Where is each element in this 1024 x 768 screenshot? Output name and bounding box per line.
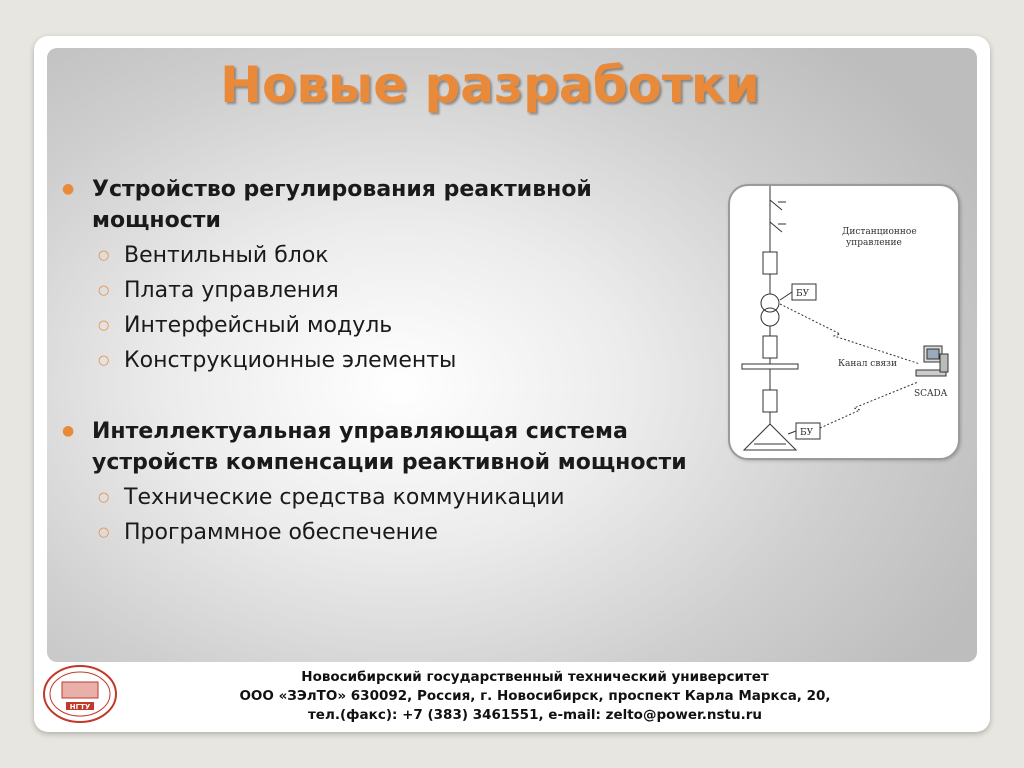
sub-item	[58, 480, 728, 515]
slide-title: Новые разработки	[220, 56, 760, 114]
sub-bullet-ring-icon: ○	[98, 318, 110, 333]
sub-item-label: Плата управления	[124, 278, 339, 303]
sub-bullet-ring-icon: ○	[98, 283, 110, 298]
sub-item	[58, 238, 728, 273]
footer-line-address: ООО «ЗЭлТО» 630092, Россия, г. Новосибирск, проспект Карла Маркса, 20,	[239, 688, 831, 704]
footer	[170, 668, 900, 725]
sub-bullet-ring-icon: ○	[98, 353, 110, 368]
sub-item-label: Интерфейсный модуль	[124, 313, 393, 338]
bullet-item	[58, 174, 728, 236]
sub-item-label: Конструкционные элементы	[124, 348, 457, 373]
sub-item	[58, 343, 728, 378]
sub-item	[58, 308, 728, 343]
sub-bullet-ring-icon: ○	[98, 248, 110, 263]
channel-label: Канал связи	[838, 359, 897, 369]
sub-bullet-ring-icon: ○	[98, 525, 110, 540]
footer-line-university: Новосибирский государственный технический университет	[301, 669, 769, 685]
sub-item-label: Программное обеспечение	[124, 520, 438, 545]
sub-item	[58, 273, 728, 308]
diagram-box	[728, 184, 960, 460]
bu-label: БУ	[800, 428, 814, 438]
bu-label: БУ	[796, 289, 810, 299]
university-logo	[42, 664, 118, 724]
scada-label: SCADA	[914, 389, 948, 399]
bullet-dot-icon: ●	[62, 423, 75, 439]
remote-label-line1: Дистанционное	[842, 227, 917, 237]
footer-line-contacts: тел.(факс): +7 (383) 3461551, e-mail: zelto@power.nstu.ru	[307, 707, 762, 723]
logo-text: НГТУ	[69, 703, 91, 711]
bullet-list	[58, 174, 728, 550]
single-line-diagram	[730, 186, 958, 458]
bullet-label: Устройство регулирования реактивной мощности	[92, 177, 592, 233]
sub-bullet-ring-icon: ○	[98, 490, 110, 505]
bullet-dot-icon: ●	[62, 181, 75, 197]
bullet-item	[58, 416, 728, 478]
sub-item	[58, 515, 728, 550]
sub-item-label: Технические средства коммуникации	[124, 485, 565, 510]
remote-label-line2: управление	[846, 238, 902, 248]
bullet-label: Интеллектуальная управляющая система устройств компенсации реактивной мощности	[92, 419, 687, 475]
sub-item-label: Вентильный блок	[124, 243, 329, 268]
